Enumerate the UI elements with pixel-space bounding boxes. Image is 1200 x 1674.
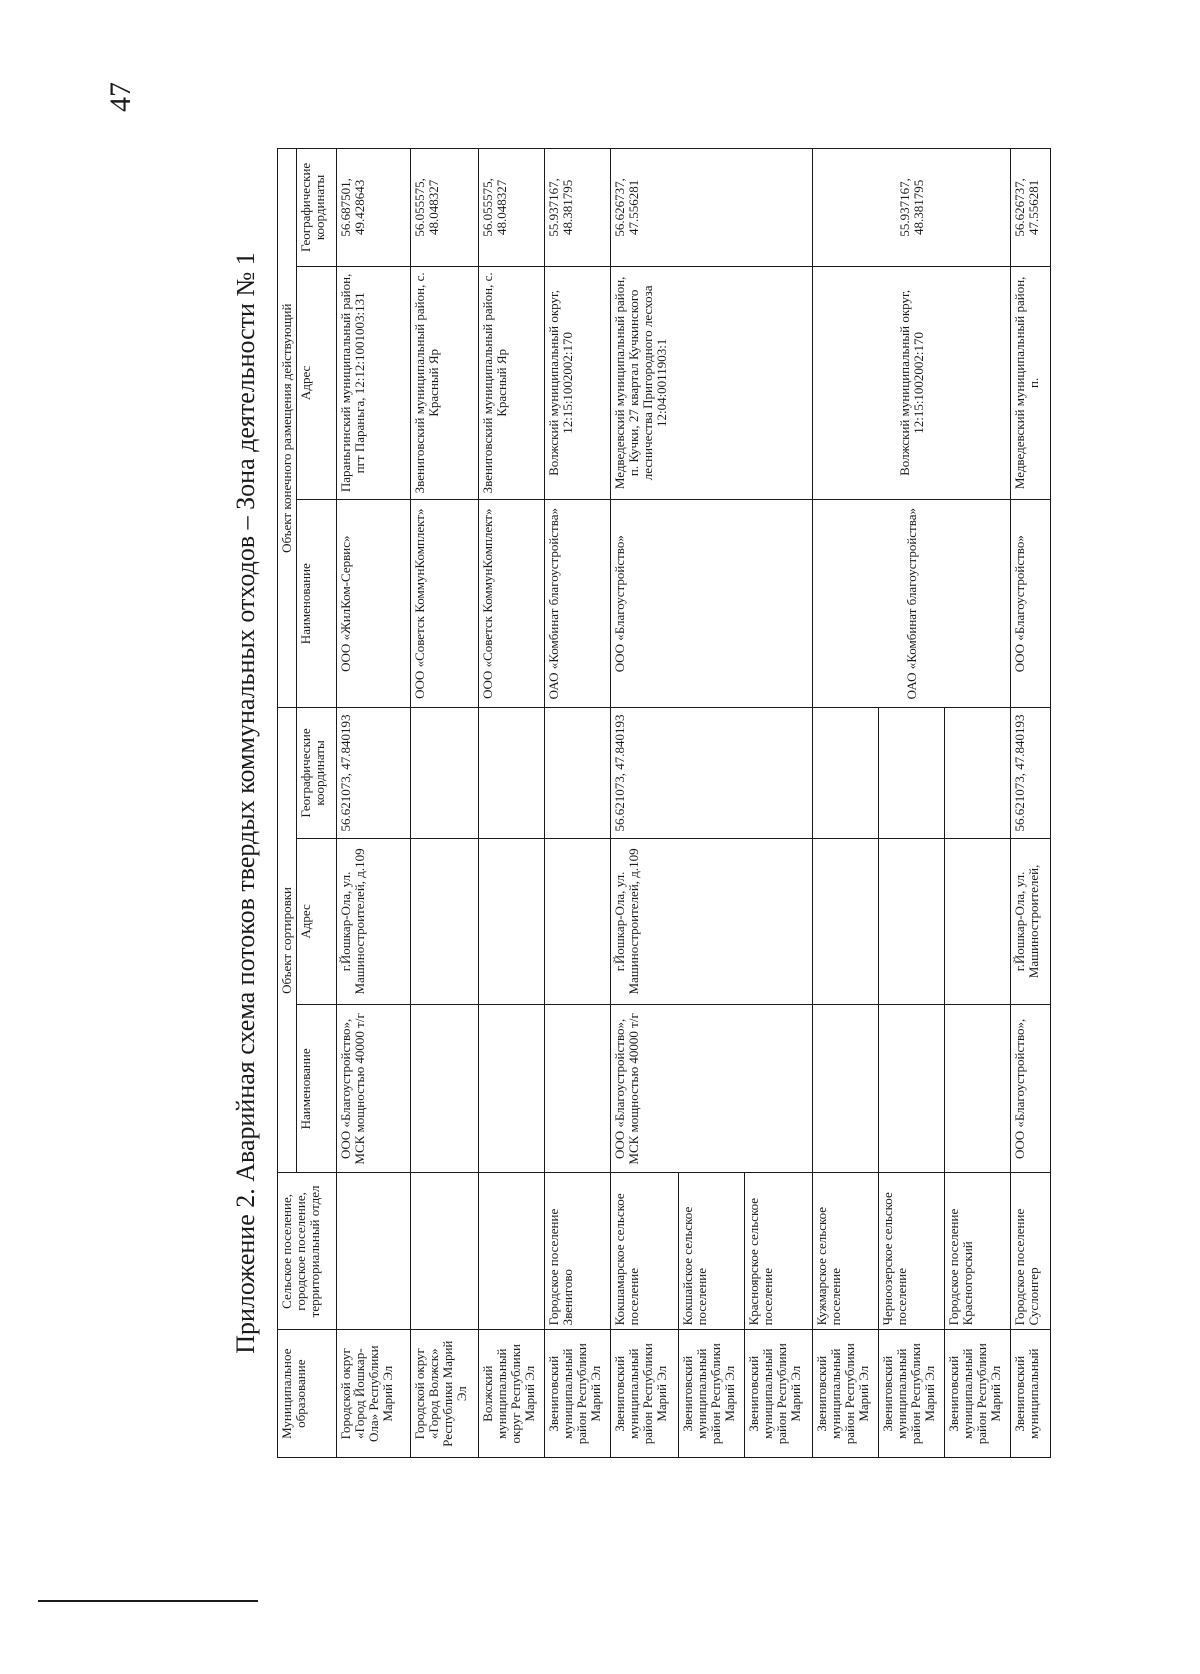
settlement-cell: Городское поселение Красногорский xyxy=(945,1173,1011,1330)
sort-name-cell xyxy=(879,1005,945,1173)
settlement-cell: Городское поселение Звенигово xyxy=(545,1173,611,1330)
municipality-cell: Волжский муниципальный округ Республики Марий Эл xyxy=(479,1330,545,1458)
final-address-cell: Звениговский муниципальный район, с. Красный Яр xyxy=(411,266,479,499)
header-sort-name: Наименование xyxy=(297,1005,337,1173)
final-name-cell: ООО «ЖилКом-Сервис» xyxy=(337,499,411,708)
sort-address-cell xyxy=(813,838,879,1005)
municipality-cell: Звениговский муниципальный район Республики Марий Эл xyxy=(611,1330,679,1458)
municipality-cell: Звениговский муниципальный район Республики Марий Эл xyxy=(545,1330,611,1458)
sort-address-cell: г.Йошкар-Ола, ул. Машиностроителей, д.109 xyxy=(611,838,813,1005)
table-row xyxy=(1011,149,1051,1458)
final-name-cell: ООО «Благоустройство» xyxy=(1011,499,1051,708)
sort-coords-cell: 56.621073, 47.840193 xyxy=(337,708,411,838)
header-sort-coords: Географические координаты xyxy=(297,708,337,838)
settlement-cell: Городское поселение Суслонгер xyxy=(1011,1173,1051,1330)
header-sort-address: Адрес xyxy=(297,838,337,1005)
final-name-cell: ООО «Советск КоммунКомплект» xyxy=(479,499,545,708)
final-coords-cell: 55.937167, 48.381795 xyxy=(813,149,1011,267)
municipality-cell: Городской округ «Город Йошкар-Ола» Республики Марий Эл xyxy=(337,1330,411,1458)
sort-name-cell xyxy=(813,1005,879,1173)
header-final-name: Наименование xyxy=(297,499,337,708)
header-sorting-object: Объект сортировки xyxy=(278,708,297,1173)
sort-address-cell xyxy=(879,838,945,1005)
table-row xyxy=(337,149,411,1458)
sort-coords-cell: 56.621073, 47.840193 xyxy=(1011,708,1051,838)
sort-coords-cell xyxy=(545,708,611,838)
final-address-cell: Звениговский муниципальный район, с. Красный Яр xyxy=(479,266,545,499)
sort-name-cell: ООО «Благоустройство», МСК мощностью 40000 т/г xyxy=(337,1005,411,1173)
footnote-separator xyxy=(38,1600,258,1602)
settlement-cell xyxy=(337,1173,411,1330)
sort-name-cell xyxy=(411,1005,479,1173)
municipality-cell: Звениговский муниципальный район Республики Марий Эл xyxy=(745,1330,813,1458)
municipality-cell: Звениговский муниципальный район Республики Марий Эл xyxy=(945,1330,1011,1458)
municipality-cell: Звениговский муниципальный xyxy=(1011,1330,1051,1458)
sort-coords-cell xyxy=(945,708,1011,838)
settlement-cell: Кужмарское сельское поселение xyxy=(813,1173,879,1330)
waste-flow-table xyxy=(277,148,1051,1458)
municipality-cell: Звениговский муниципальный район Республики Марий Эл xyxy=(679,1330,745,1458)
municipality-cell: Городской округ «Город Волжск» Республики Марий Эл xyxy=(411,1330,479,1458)
sort-coords-cell xyxy=(813,708,879,838)
sort-address-cell xyxy=(479,838,545,1005)
sort-name-cell xyxy=(545,1005,611,1173)
sort-name-cell: ООО «Благоустройство», xyxy=(1011,1005,1051,1173)
sort-address-cell xyxy=(411,838,479,1005)
final-coords-cell: 56.055575, 48.048327 xyxy=(411,149,479,267)
sort-coords-cell xyxy=(411,708,479,838)
header-settlement: Сельское поселение, городское поселение, территориальный отдел xyxy=(278,1173,337,1330)
municipality-cell: Звениговский муниципальный район Республики Марий Эл xyxy=(879,1330,945,1458)
sort-address-cell: г.Йошкар-Ола, ул. Машиностроителей, xyxy=(1011,838,1051,1005)
document-title: Приложение 2. Аварийная схема потоков твердых коммунальных отходов – Зона деятельности № 1 xyxy=(231,252,260,1354)
header-municipality: Муниципальное образование xyxy=(278,1330,337,1458)
sort-coords-cell xyxy=(879,708,945,838)
table-row xyxy=(545,149,611,1458)
final-coords-cell: 56.055575, 48.048327 xyxy=(479,149,545,267)
sort-name-cell: ООО «Благоустройство», МСК мощностью 40000 т/г xyxy=(611,1005,813,1173)
header-final-disposal-object: Объект конечного размещения действующий xyxy=(278,149,297,708)
rotated-page xyxy=(215,148,1040,1458)
sort-name-cell xyxy=(945,1005,1011,1173)
settlement-cell xyxy=(411,1173,479,1330)
page-number: 47 xyxy=(104,82,137,112)
final-coords-cell: 55.937167, 48.381795 xyxy=(545,149,611,267)
municipality-cell: Звениговский муниципальный район Республики Марий Эл xyxy=(813,1330,879,1458)
settlement-cell xyxy=(479,1173,545,1330)
sort-address-cell: г.Йошкар-Ола, ул. Машиностроителей, д.109 xyxy=(337,838,411,1005)
table-row xyxy=(411,149,479,1458)
header-final-address: Адрес xyxy=(297,266,337,499)
final-coords-cell: 56.626737, 47.556281 xyxy=(1011,149,1051,267)
final-address-cell: Волжский муниципальный округ, 12:15:1002002:170 xyxy=(813,266,1011,499)
final-coords-cell: 56.687501, 49.428643 xyxy=(337,149,411,267)
sort-coords-cell xyxy=(479,708,545,838)
final-coords-cell: 56.626737, 47.556281 xyxy=(611,149,813,267)
final-address-cell: Параньгинский муниципальный район, пгт Параньга, 12:12:1001003:131 xyxy=(337,266,411,499)
header-final-coords: Географические координаты xyxy=(297,149,337,267)
settlement-cell: Кокшамарское сельское поселение xyxy=(611,1173,679,1330)
table-row xyxy=(813,149,879,1458)
sort-coords-cell: 56.621073, 47.840193 xyxy=(611,708,813,838)
final-name-cell: ОАО «Комбинат благоустройства» xyxy=(813,499,1011,708)
table-row xyxy=(479,149,545,1458)
final-name-cell: ООО «Советск КоммунКомплект» xyxy=(411,499,479,708)
sort-address-cell xyxy=(545,838,611,1005)
settlement-cell: Красноярское сельское поселение xyxy=(745,1173,813,1330)
table-row xyxy=(611,149,679,1458)
sort-address-cell xyxy=(945,838,1011,1005)
settlement-cell: Кокшайское сельское поселение xyxy=(679,1173,745,1330)
final-address-cell: Медведевский муниципальный район, п. Кучки, 27 квартал Кучкинского лесничества Пригородного лесхоза 12:04:0011903:1 xyxy=(611,266,813,499)
final-name-cell: ООО «Благоустройство» xyxy=(611,499,813,708)
final-address-cell: Медведевский муниципальный район, п. xyxy=(1011,266,1051,499)
sort-name-cell xyxy=(479,1005,545,1173)
final-name-cell: ОАО «Комбинат благоустройства» xyxy=(545,499,611,708)
settlement-cell: Черноозерское сельское поселение xyxy=(879,1173,945,1330)
final-address-cell: Волжский муниципальный округ, 12:15:1002002:170 xyxy=(545,266,611,499)
